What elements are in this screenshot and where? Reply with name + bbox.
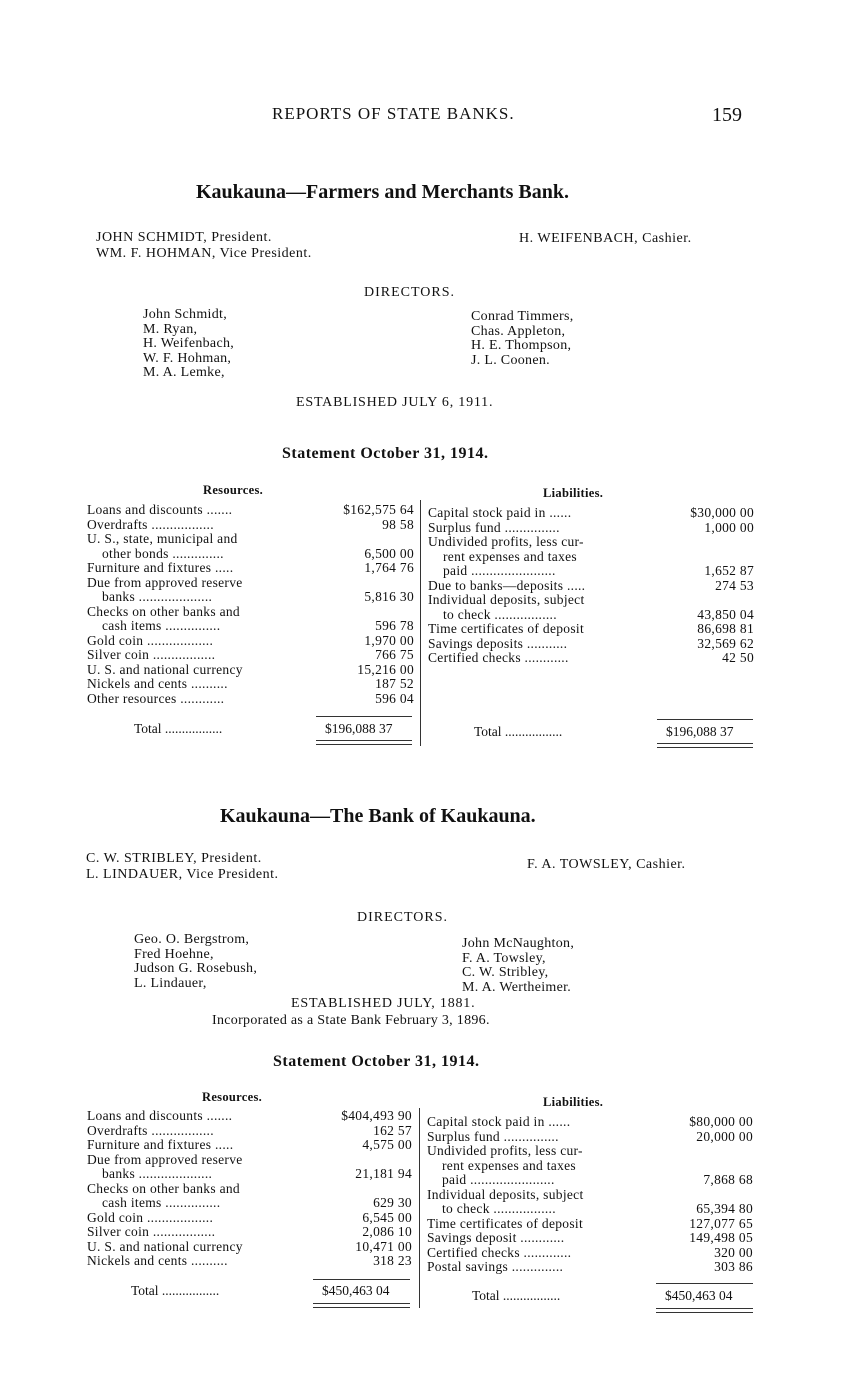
double-rule <box>656 1308 753 1309</box>
row-label: banks .................... <box>102 1166 213 1181</box>
row-label: Savings deposits ........... <box>428 635 568 651</box>
bank-title: Kaukauna—Farmers and Merchants Bank. <box>196 181 570 203</box>
established: ESTABLISHED JULY 6, 1911. <box>296 395 494 410</box>
total-label: Total ................. <box>474 724 563 739</box>
resource-row <box>87 676 414 691</box>
row-amount: 21,181 94 <box>355 1166 412 1181</box>
director: M. Ryan, <box>143 321 198 337</box>
resource-row <box>87 618 414 633</box>
row-label: Overdrafts ................. <box>87 516 214 532</box>
statement-title: Statement October 31, 1914. <box>282 445 489 462</box>
double-rule <box>313 1307 410 1308</box>
liability-row <box>427 1143 753 1158</box>
total-label: Total ................. <box>472 1288 561 1303</box>
officer-vice-president: L. LINDAUER, Vice President. <box>86 867 279 882</box>
row-label: Postal savings .............. <box>427 1259 564 1274</box>
page-number: 159 <box>712 104 742 126</box>
director: Judson G. Rosebush, <box>134 961 258 976</box>
row-label: Undivided profits, less cur- <box>428 534 584 549</box>
row-label: rent expenses and taxes <box>442 1157 576 1173</box>
bank-title: Kaukauna—The Bank of Kaukauna. <box>220 805 536 827</box>
row-label: Checks on other banks and <box>87 603 240 619</box>
liability-row <box>428 650 754 665</box>
row-label: Due from approved reserve <box>87 1151 243 1167</box>
resources-total: $196,088 37 <box>325 721 393 736</box>
row-label: Loans and discounts ....... <box>87 1108 233 1123</box>
row-amount: 4,575 00 <box>362 1137 412 1152</box>
row-label: Furniture and fixtures ..... <box>87 1137 234 1152</box>
resources-heading: Resources. <box>202 1090 263 1104</box>
resource-row <box>87 1195 412 1210</box>
liabilities-list <box>428 505 754 665</box>
directors-left <box>143 308 234 381</box>
officer-cashier: F. A. TOWSLEY, Cashier. <box>527 857 686 872</box>
resources-list <box>87 502 414 705</box>
row-label: Silver coin ................. <box>87 1224 216 1239</box>
row-amount: 65,394 80 <box>696 1201 753 1216</box>
row-amount: 303 86 <box>714 1259 753 1274</box>
row-amount: 6,545 00 <box>362 1209 412 1225</box>
officer-cashier: H. WEIFENBACH, Cashier. <box>519 231 692 246</box>
liability-row <box>428 621 754 636</box>
double-rule <box>313 1303 410 1304</box>
row-amount: $30,000 00 <box>690 505 754 520</box>
row-amount: 187 52 <box>375 676 414 691</box>
row-label: Undivided profits, less cur- <box>427 1143 583 1158</box>
liability-row <box>427 1201 753 1216</box>
row-amount: 596 78 <box>375 618 414 633</box>
director: M. A. Lemke, <box>143 365 225 380</box>
officers-left <box>86 851 279 883</box>
director: Fred Hoehne, <box>134 946 214 962</box>
row-amount: 6,500 00 <box>364 545 414 561</box>
row-amount: 320 00 <box>714 1244 753 1260</box>
director: J. L. Coonen. <box>471 352 550 368</box>
director: L. Lindauer, <box>134 975 207 991</box>
row-label: Furniture and fixtures ..... <box>87 560 234 575</box>
liability-row <box>427 1114 753 1129</box>
sum-rule <box>313 1279 410 1280</box>
double-rule <box>657 747 753 748</box>
sum-rule <box>656 1283 753 1284</box>
double-rule <box>657 743 753 744</box>
established: ESTABLISHED JULY, 1881. <box>291 996 476 1011</box>
liability-row <box>427 1259 753 1274</box>
row-amount: 1,970 00 <box>364 632 414 648</box>
liabilities-heading: Liabilities. <box>543 486 604 500</box>
row-label: to check ................. <box>443 606 557 622</box>
statement-title: Statement October 31, 1914. <box>273 1053 480 1070</box>
row-label: U. S. and national currency <box>87 661 243 677</box>
double-rule <box>316 744 412 745</box>
resource-row <box>87 589 414 604</box>
liability-row <box>428 549 754 564</box>
officer-president: C. W. STRIBLEY, President. <box>86 851 262 866</box>
row-label: U. S. and national currency <box>87 1238 243 1254</box>
row-amount: 98 58 <box>382 516 414 532</box>
director: John McNaughton, <box>462 936 575 951</box>
row-label: Checks on other banks and <box>87 1180 240 1196</box>
resource-row <box>87 691 414 706</box>
row-label: Certified checks ............ <box>428 650 569 665</box>
director: C. W. Stribley, <box>462 965 549 980</box>
liabilities-total: $196,088 37 <box>666 724 734 739</box>
row-label: paid ....................... <box>442 1172 555 1187</box>
director: Chas. Appleton, <box>471 323 566 339</box>
officers-left <box>96 230 312 262</box>
total-label: Total ................. <box>134 721 223 736</box>
liability-row <box>427 1172 753 1187</box>
liabilities-heading: Liabilities. <box>543 1095 604 1109</box>
sum-rule <box>657 719 753 720</box>
resource-row <box>87 1137 412 1152</box>
resource-row <box>87 1108 412 1123</box>
liabilities-list <box>427 1114 753 1274</box>
liability-row <box>428 520 754 535</box>
row-amount: 32,569 62 <box>697 635 754 651</box>
director: H. Weifenbach, <box>143 336 235 351</box>
liability-row <box>428 563 754 578</box>
row-label: Nickels and cents .......... <box>87 676 228 691</box>
row-amount: 42 50 <box>722 650 754 665</box>
liability-row <box>428 636 754 651</box>
row-amount: 127,077 65 <box>689 1215 753 1231</box>
row-label: Individual deposits, subject <box>427 1186 584 1202</box>
liability-row <box>428 592 754 607</box>
row-amount: 20,000 00 <box>696 1128 753 1144</box>
resource-row <box>87 575 414 590</box>
row-amount: $404,493 90 <box>341 1108 412 1123</box>
row-label: Savings deposit ............ <box>427 1230 565 1245</box>
row-label: Silver coin ................. <box>87 647 216 662</box>
row-label: Loans and discounts ....... <box>87 502 233 517</box>
row-label: Nickels and cents .......... <box>87 1253 228 1268</box>
row-label: paid ....................... <box>443 563 556 578</box>
row-label: Capital stock paid in ...... <box>428 505 572 520</box>
row-label: Due from approved reserve <box>87 574 243 590</box>
liability-row <box>427 1245 753 1260</box>
row-label: Surplus fund ............... <box>428 519 560 535</box>
row-amount: 274 53 <box>715 577 754 593</box>
row-label: Surplus fund ............... <box>427 1128 559 1144</box>
resource-row <box>87 560 414 575</box>
resource-row <box>87 1123 412 1138</box>
row-amount: 5,816 30 <box>364 589 414 604</box>
liability-row <box>428 505 754 520</box>
row-label: to check ................. <box>442 1201 556 1216</box>
resource-row <box>87 531 414 546</box>
row-amount: 162 57 <box>373 1122 412 1138</box>
row-label: rent expenses and taxes <box>443 548 577 564</box>
row-label: cash items ............... <box>102 618 221 633</box>
resources-list <box>87 1108 412 1268</box>
resource-row <box>87 1181 412 1196</box>
row-amount: 1,000 00 <box>704 519 754 535</box>
liability-row <box>427 1230 753 1245</box>
directors-left <box>134 933 257 991</box>
running-head: REPORTS OF STATE BANKS. <box>272 104 515 123</box>
liability-row <box>428 607 754 622</box>
row-label: Individual deposits, subject <box>428 592 585 607</box>
resource-row <box>87 633 414 648</box>
officer-president: JOHN SCHMIDT, President. <box>96 230 272 245</box>
row-amount: 2,086 10 <box>362 1224 412 1239</box>
row-label: Gold coin .................. <box>87 632 214 648</box>
row-amount: 1,652 87 <box>704 563 754 578</box>
double-rule <box>316 740 412 741</box>
director: W. F. Hohman, <box>143 350 232 366</box>
row-label: banks .................... <box>102 589 213 604</box>
liability-row <box>427 1216 753 1231</box>
director: H. E. Thompson, <box>471 338 572 353</box>
liability-row <box>428 534 754 549</box>
director: Geo. O. Bergstrom, <box>134 932 250 947</box>
row-label: Capital stock paid in ...... <box>427 1114 571 1129</box>
row-amount: 766 75 <box>375 647 414 662</box>
total-label: Total ................. <box>131 1283 220 1298</box>
row-amount: 1,764 76 <box>364 560 414 575</box>
row-label: U. S., state, municipal and <box>87 531 238 546</box>
liability-row <box>427 1187 753 1202</box>
resource-row <box>87 662 414 677</box>
director: John Schmidt, <box>143 307 228 322</box>
resource-row <box>87 1166 412 1181</box>
row-label: Gold coin .................. <box>87 1209 214 1225</box>
row-amount: 43,850 04 <box>697 606 754 622</box>
liability-row <box>427 1158 753 1173</box>
resource-row <box>87 546 414 561</box>
row-label: Time certificates of deposit <box>427 1215 583 1231</box>
resource-row <box>87 502 414 517</box>
incorporated: Incorporated as a State Bank February 3, 1896. <box>212 1013 490 1028</box>
row-label: Other resources ............ <box>87 690 225 706</box>
resource-row <box>87 604 414 619</box>
row-label: cash items ............... <box>102 1195 221 1210</box>
directors-right <box>471 310 574 368</box>
row-amount: 629 30 <box>373 1195 412 1210</box>
resources-heading: Resources. <box>203 483 264 497</box>
row-amount: 15,216 00 <box>357 661 414 677</box>
row-amount: 318 23 <box>373 1253 412 1268</box>
resource-row <box>87 1152 412 1167</box>
officer-vice-president: WM. F. HOHMAN, Vice President. <box>96 246 312 261</box>
director: F. A. Towsley, <box>462 950 546 966</box>
column-divider <box>420 500 421 746</box>
double-rule <box>656 1312 753 1313</box>
row-label: Overdrafts ................. <box>87 1122 214 1138</box>
sum-rule <box>316 716 412 717</box>
row-amount: 86,698 81 <box>697 621 754 636</box>
row-label: Time certificates of deposit <box>428 621 584 636</box>
row-label: Due to banks—deposits ..... <box>428 577 586 593</box>
resources-total: $450,463 04 <box>322 1283 390 1298</box>
row-amount: $80,000 00 <box>689 1114 753 1129</box>
row-amount: 149,498 05 <box>689 1230 753 1245</box>
resource-row <box>87 647 414 662</box>
resource-row <box>87 1253 412 1268</box>
director: Conrad Timmers, <box>471 309 574 324</box>
liability-row <box>428 578 754 593</box>
liability-row <box>427 1129 753 1144</box>
directors-right <box>462 937 574 995</box>
column-divider <box>419 1108 420 1308</box>
row-amount: $162,575 64 <box>343 502 414 517</box>
row-amount: 7,868 68 <box>703 1172 753 1187</box>
liabilities-total: $450,463 04 <box>665 1288 733 1303</box>
directors-heading: DIRECTORS. <box>364 285 456 300</box>
directors-heading: DIRECTORS. <box>357 910 449 925</box>
resource-row <box>87 1224 412 1239</box>
row-amount: 596 04 <box>375 690 414 706</box>
resource-row <box>87 1210 412 1225</box>
resource-row <box>87 517 414 532</box>
row-label: other bonds .............. <box>102 545 224 561</box>
resource-row <box>87 1239 412 1254</box>
row-amount: 10,471 00 <box>355 1238 412 1254</box>
director: M. A. Wertheimer. <box>462 979 572 995</box>
row-label: Certified checks ............. <box>427 1244 572 1260</box>
